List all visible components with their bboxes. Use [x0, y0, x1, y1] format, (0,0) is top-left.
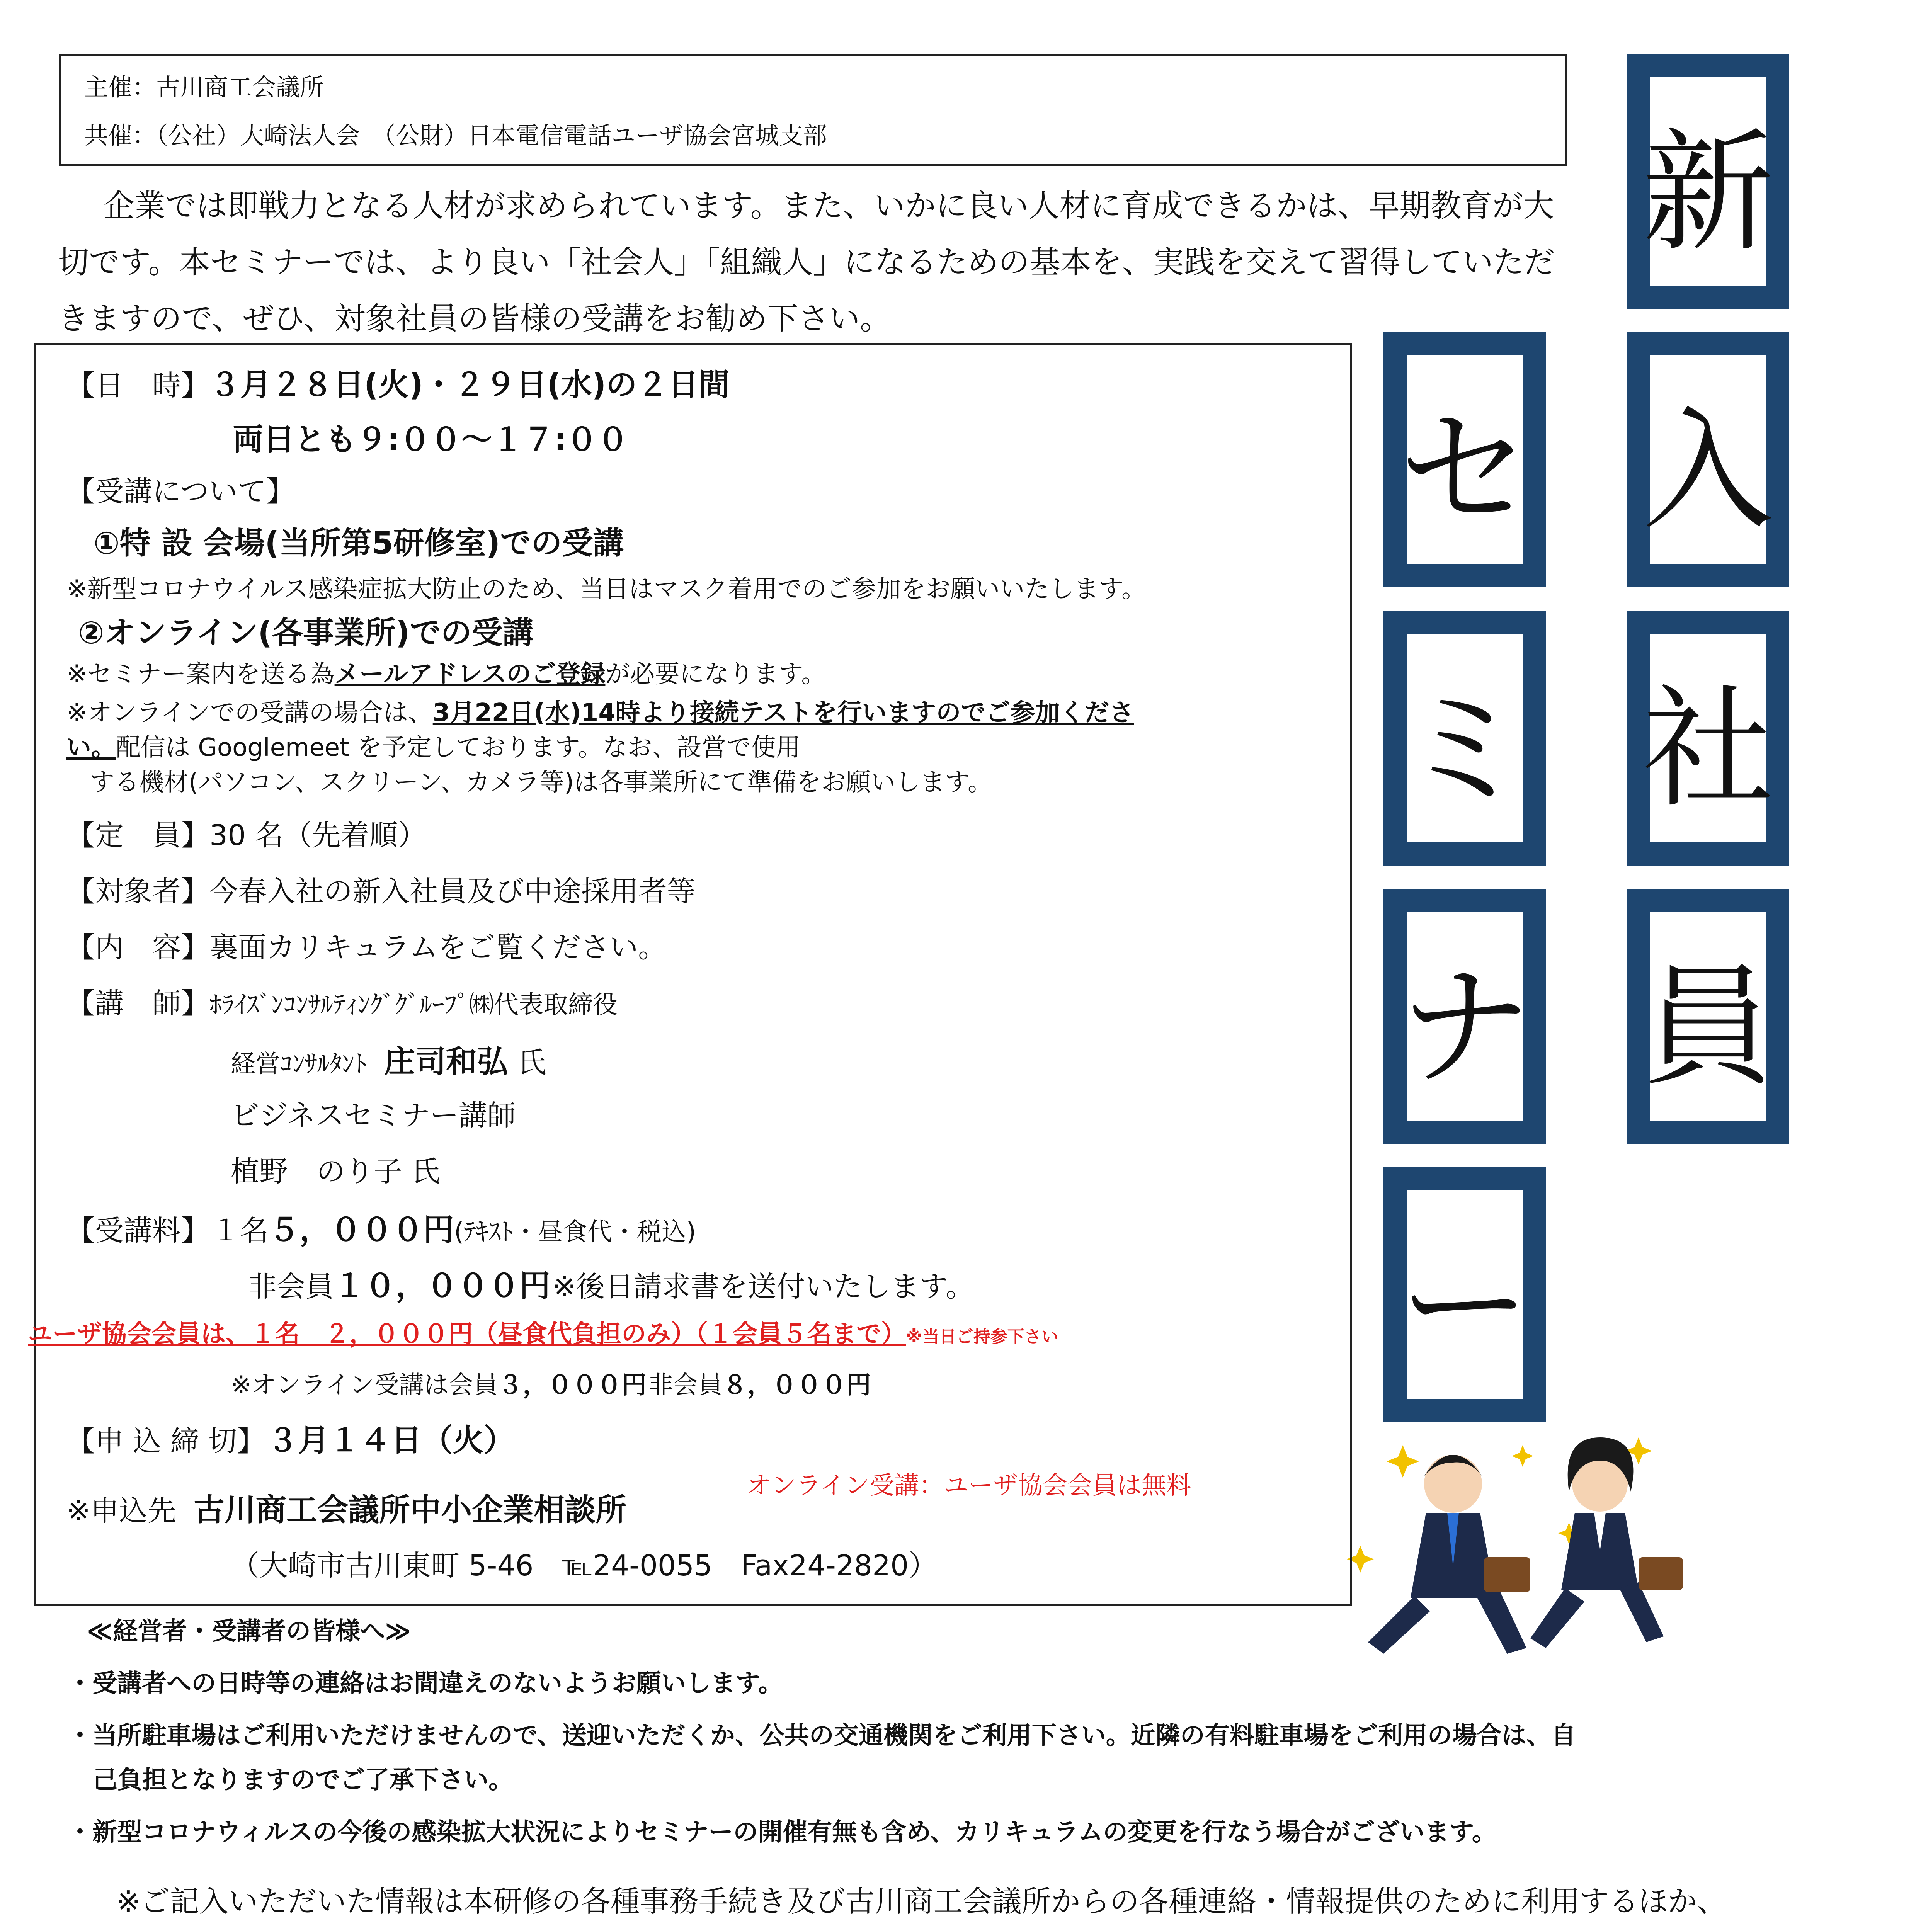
details-box [28, 343, 1352, 1606]
user-member-fee: ユーザ協会会員は、１名 ２，０００円（昼食代負担のみ）（１会員５名まで） [28, 1320, 906, 1349]
option2-note-b: メールアドレスのご登録 [334, 660, 606, 689]
user-member-note: ※当日ご持参下さい [906, 1327, 1058, 1347]
option2-note-a: ※セミナー案内を送る為 [66, 660, 335, 689]
title-char: ミ [1383, 611, 1546, 866]
option2-text: ②オンライン(各事業所)での受講 [78, 615, 534, 651]
apply-value: 古川商工会議所中小企業相談所 [194, 1492, 627, 1528]
option2-note-c: が必要になります。 [605, 660, 826, 689]
target-value: 今春入社の新入社員及び中途採用者等 [209, 875, 696, 908]
fee-label: 【受講料】 [66, 1214, 209, 1247]
option1-note: ※新型コロナウイルス感染症拡大防止のため、当日はマスク着用でのご参加をお願いいたします。 [66, 575, 1147, 604]
deadline-label: 【申 込 締 切】 [66, 1425, 265, 1458]
target-label: 【対象者】 [66, 875, 209, 908]
capacity-value: 30 名（先着順） [209, 819, 427, 852]
note-item-2b: 己負担となりますのでご了承下さい。 [93, 1766, 513, 1794]
title-char: 員 [1627, 889, 1789, 1144]
running-businesspeople-illustration [1337, 1430, 1731, 1669]
intro-paragraph: 企業では即戦力となる人材が求められています。また、いかに良い人材に育成できるかは、早期教育が大切です。本セミナーでは、より良い「社会人」「組織人」になるための基本を、実践を交えて習得していただきますので、ぜひ、対象社員の皆様の受講をお勧め下さい。 [58, 188, 1555, 337]
nonmember-prefix: 非会員 [248, 1270, 334, 1303]
fee-amount: ５，０００円 [269, 1212, 454, 1248]
title-char: ー [1383, 1167, 1546, 1422]
lecturer-label: 【講 師】 [66, 987, 209, 1020]
datetime-row [66, 360, 730, 404]
online-fee-a: ※オンライン受講は会員 [231, 1371, 498, 1400]
online-note-d: 配信は Googlemeet を予定しております。なお、設営で使用 [116, 733, 801, 762]
nonmember-note: ※後日請求書を送付いたします。 [552, 1270, 975, 1303]
lecturer-line2-prefix: 経営ｺﾝｻﾙﾀﾝﾄ [231, 1050, 367, 1078]
lecturer-line3: ビジネスセミナー講師 [231, 1099, 516, 1132]
datetime-value: ３月２８日(火)・２９日(水)の２日間 [209, 367, 730, 403]
sponsor-box [59, 54, 1567, 166]
title-char: 社 [1627, 611, 1789, 866]
fee-prefix: １名 [211, 1214, 269, 1247]
online-fee-c: 非会員 [648, 1371, 723, 1400]
datetime-label: 【日 時】 [66, 369, 209, 402]
online-note-c: い。 [66, 733, 116, 762]
privacy-note-b [145, 1926, 671, 1932]
co-organizer-text: 共催：（公社）大崎法人会 （公財）日本電信電話ユーザ協会宮城支部 [84, 121, 827, 150]
title-char: セ [1383, 332, 1546, 587]
title-char: ナ [1383, 889, 1546, 1144]
online-fee-b: ３，０００円 [498, 1371, 647, 1400]
note-item-2a: ・当所駐車場はご利用いただけませんので、送迎いただくか、公共の交通機関をご利用下さい。近隣の有料駐車場をご利用の場合は、自 [68, 1721, 1576, 1750]
address-text: （大崎市古川東町 5-46 ℡24-0055 Fax24-2820） [231, 1549, 938, 1582]
online-free-note: オンライン受講：ユーザ協会会員は無料 [747, 1471, 1191, 1500]
online-fee-d: ８，０００円 [722, 1371, 871, 1400]
content-label: 【内 容】 [66, 931, 209, 964]
deadline-value: ３月１４日（火） [267, 1422, 515, 1458]
apply-label: ※申込先 [66, 1494, 177, 1527]
lecturer-name: 庄司和弘 [384, 1044, 508, 1080]
lecturer-line4: 植野 のり子 氏 [231, 1155, 440, 1188]
content-value: 裏面カリキュラムをご覧ください。 [209, 931, 667, 964]
notes-heading: ≪経営者・受講者の皆様へ≫ [87, 1617, 411, 1646]
note-item-1: ・受講者への日時等の連絡はお間違えのないようお願いします。 [68, 1669, 783, 1698]
online-note-e: する機材(パソコン、スクリーン、カメラ等)は各事業所にて準備をお願いします。 [90, 768, 993, 797]
title-char: 新 [1627, 54, 1789, 309]
attendance-label: 【受講について】 [66, 475, 295, 508]
note-item-3: ・新型コロナウィルスの今後の感染拡大状況によりセミナーの開催有無も含め、カリキュラムの変更を行なう場合がございます。 [68, 1818, 1497, 1847]
lecturer-honorific: 氏 [517, 1046, 546, 1079]
lecturer-line1: ﾎﾗｲｽﾞﾝｺﾝｻﾙﾃｨﾝｸﾞｸﾞﾙｰﾌﾟ㈱代表取締役 [209, 991, 618, 1019]
time-value: 両日とも９:００～１７:００ [233, 422, 628, 457]
option1-text: ①特 設 会場(当所第5研修室)での受講 [94, 525, 624, 561]
online-note-a: ※オンラインでの受講の場合は、 [66, 699, 433, 727]
capacity-label: 【定 員】 [66, 819, 209, 852]
privacy-note-a: ※ご記入いただいた情報は本研修の各種事務手続き及び古川商工会議所からの各種連絡・情報提供のために利用するほか、 [116, 1884, 1727, 1918]
title-char: 入 [1627, 332, 1789, 587]
organizer-text: 主催：古川商工会議所 [84, 73, 324, 101]
online-note-b: 3月22日(水)14時より接続テストを行いますのでご参加くださ [432, 699, 1134, 727]
fee-note: (ﾃｷｽﾄ・昼食代・税込) [454, 1218, 696, 1247]
nonmember-amount: １０，０００円 [334, 1268, 550, 1304]
